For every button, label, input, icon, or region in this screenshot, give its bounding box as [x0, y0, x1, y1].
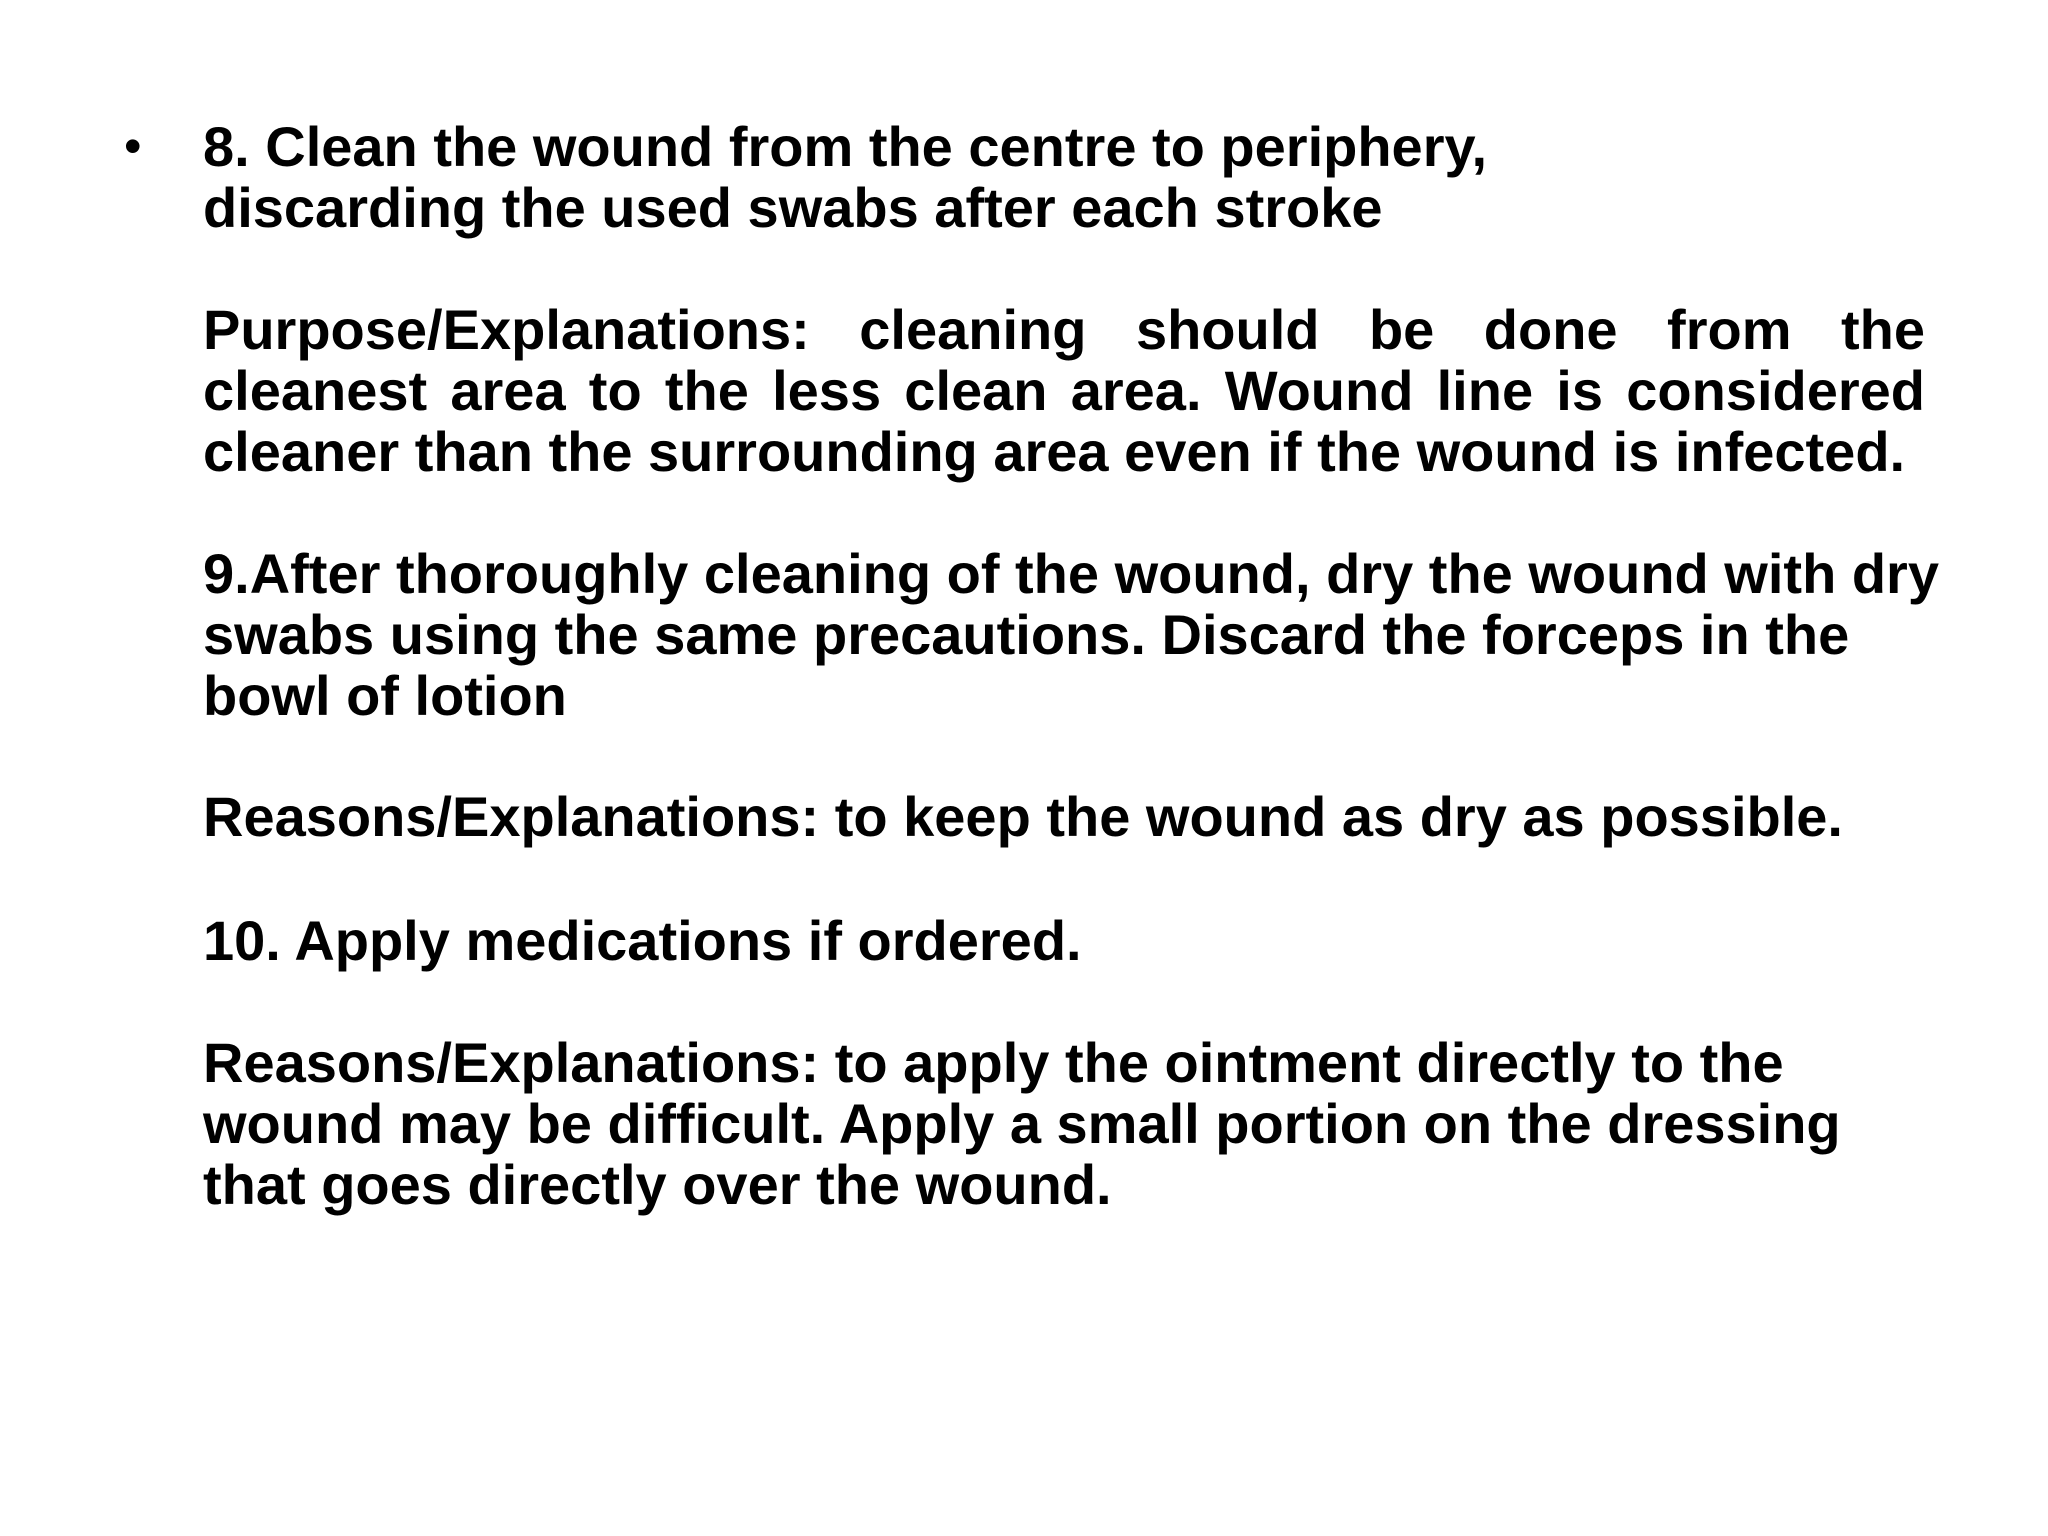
- bullet-marker: •: [124, 118, 142, 174]
- purpose-8-text: Purpose/Explanations: cleaning should be done from the cleanest area to the less clean area. Wound line is considered cleaner than the surrounding area even if the wound is infected.: [203, 298, 1925, 483]
- step-8-text: 8. Clean the wound from the centre to periphery, discarding the used swabs after each stroke: [203, 115, 1488, 239]
- reason-10-text: Reasons/Explanations: to apply the ointment directly to the wound may be difficult. Apply a small portion on the dressing that goes directly over the wound.: [203, 1031, 1841, 1216]
- step-10-text: 10. Apply medications if ordered.: [203, 909, 1082, 972]
- spacer: [203, 482, 1943, 543]
- spacer: [203, 238, 1943, 299]
- spacer: [203, 855, 1943, 910]
- step-9-text: 9.After thoroughly cleaning of the wound, dry the wound with dry swabs using the same precautions. Discard the forceps in the bowl of lotion: [203, 542, 1939, 727]
- spacer: [203, 971, 1943, 1032]
- spacer: [203, 726, 1943, 787]
- reason-9-text: Reasons/Explanations: to keep the wound as dry as possible.: [203, 785, 1843, 848]
- slide-content: [203, 116, 1943, 1215]
